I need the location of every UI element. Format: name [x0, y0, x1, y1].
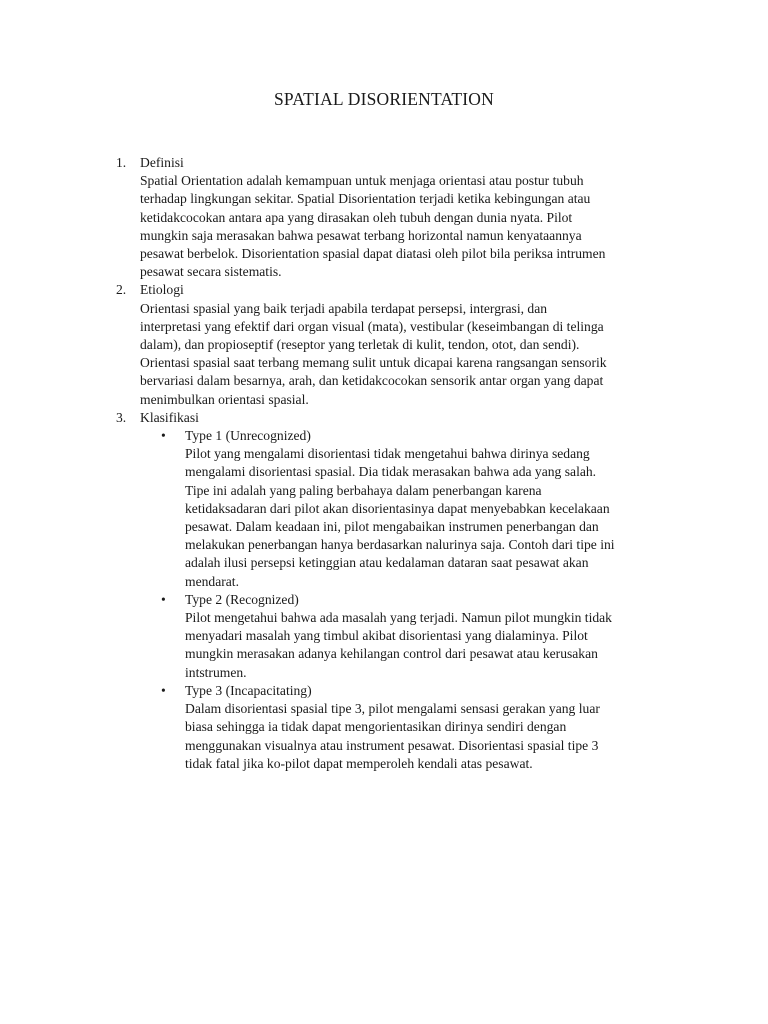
list-item-heading: Type 1 (Unrecognized)	[185, 428, 311, 444]
text-line: mengalami disorientasi spasial. Dia tidak merasakan bahwa ada yang salah.	[185, 464, 597, 480]
section-etiologi	[116, 281, 676, 408]
classification-list	[140, 427, 676, 773]
section-heading: Klasifikasi	[140, 409, 199, 425]
text-line: menimbulkan orientasi spasial.	[140, 391, 309, 407]
text-line: interpretasi yang efektif dari organ visual (mata), vestibular (keseimbangan di telinga	[140, 318, 604, 334]
list-item-heading: Type 3 (Incapacitating)	[185, 682, 312, 698]
text-line: Orientasi spasial saat terbang memang sulit untuk dicapai karena rangsangan sensorik	[140, 355, 607, 371]
section-paragraph	[140, 300, 676, 409]
text-line: menggunakan visualnya atau instrument pesawat. Disorientasi spasial tipe 3	[185, 737, 599, 753]
text-line: pesawat secara sistematis.	[140, 264, 282, 280]
section-definisi	[116, 154, 676, 281]
text-line: mungkin merasakan adanya kehilangan control dari pesawat atau kerusakan	[185, 646, 598, 662]
text-line: Tipe ini adalah yang paling berbahaya dalam penerbangan karena	[185, 482, 542, 498]
text-line: Dalam disorientasi spasial tipe 3, pilot mengalami sensasi gerakan yang luar	[185, 701, 600, 717]
text-line: Orientasi spasial yang baik terjadi apabila terdapat persepsi, intergrasi, dan	[140, 300, 548, 316]
section-number: 3.	[116, 409, 127, 425]
section-paragraph	[140, 172, 676, 281]
text-line: tidak fatal jika ko-pilot dapat memperoleh kendali atas pesawat.	[185, 755, 533, 771]
text-line: bervariasi dalam besarnya, arah, dan ketidakcocokan sensorik antar organ yang dapat	[140, 373, 604, 389]
text-line: terhadap lingkungan sekitar. Spatial Disorientation terjadi ketika kebingungan atau	[140, 191, 591, 207]
document-title: SPATIAL DISORIENTATION	[274, 89, 494, 109]
text-line: Pilot mengetahui bahwa ada masalah yang terjadi. Namun pilot mungkin tidak	[185, 610, 612, 626]
section-heading: Etiologi	[140, 282, 184, 298]
text-line: ketidakcocokan antara apa yang dirasakan oleh tubuh dengan dunia nyata. Pilot	[140, 209, 573, 225]
text-line: menyadari masalah yang timbul akibat disorientasi yang dialaminya. Pilot	[185, 628, 588, 644]
text-line: melakukan penerbangan hanya berdasarkan nalurinya saja. Contoh dari tipe ini	[185, 537, 615, 553]
text-line: Spatial Orientation adalah kemampuan untuk menjaga orientasi atau postur tubuh	[140, 173, 584, 189]
list-item-type-1	[140, 427, 676, 591]
section-heading: Definisi	[140, 155, 184, 170]
text-line: mendarat.	[185, 573, 239, 589]
text-line: ketidaksadaran dari pilot akan disorientasinya dapat menyebabkan kecelakaan	[185, 500, 610, 516]
text-line: dalam), dan propioseptif (reseptor yang terletak di kulit, tendon, otot, dan sendi).	[140, 337, 580, 353]
text-line: biasa sehingga ia tidak dapat mengorientasikan dirinya sendiri dengan	[185, 719, 567, 735]
text-line: mungkin saja merasakan bahwa pesawat terbang horizontal namun kenyataannya	[140, 227, 582, 243]
document-body	[116, 154, 676, 773]
text-line: Pilot yang mengalami disorientasi tidak mengetahui bahwa dirinya sedang	[185, 446, 590, 462]
bullet-icon: •	[161, 682, 166, 698]
section-number: 1.	[116, 155, 127, 170]
text-line: pesawat berbelok. Disorientation spasial dapat diatasi oleh pilot bila periksa intrumen	[140, 246, 606, 262]
bullet-icon: •	[161, 428, 166, 444]
list-item-heading: Type 2 (Recognized)	[185, 591, 299, 607]
section-number: 2.	[116, 282, 127, 298]
section-klasifikasi	[116, 409, 676, 773]
list-item-type-2	[140, 591, 676, 682]
text-line: adalah ilusi persepsi ketinggian atau kedalaman dataran saat pesawat akan	[185, 555, 589, 571]
text-line: intstrumen.	[185, 664, 247, 680]
bullet-icon: •	[161, 591, 166, 607]
list-item-type-3	[140, 682, 676, 773]
text-line: pesawat. Dalam keadaan ini, pilot mengabaikan instrumen penerbangan dan	[185, 519, 599, 535]
